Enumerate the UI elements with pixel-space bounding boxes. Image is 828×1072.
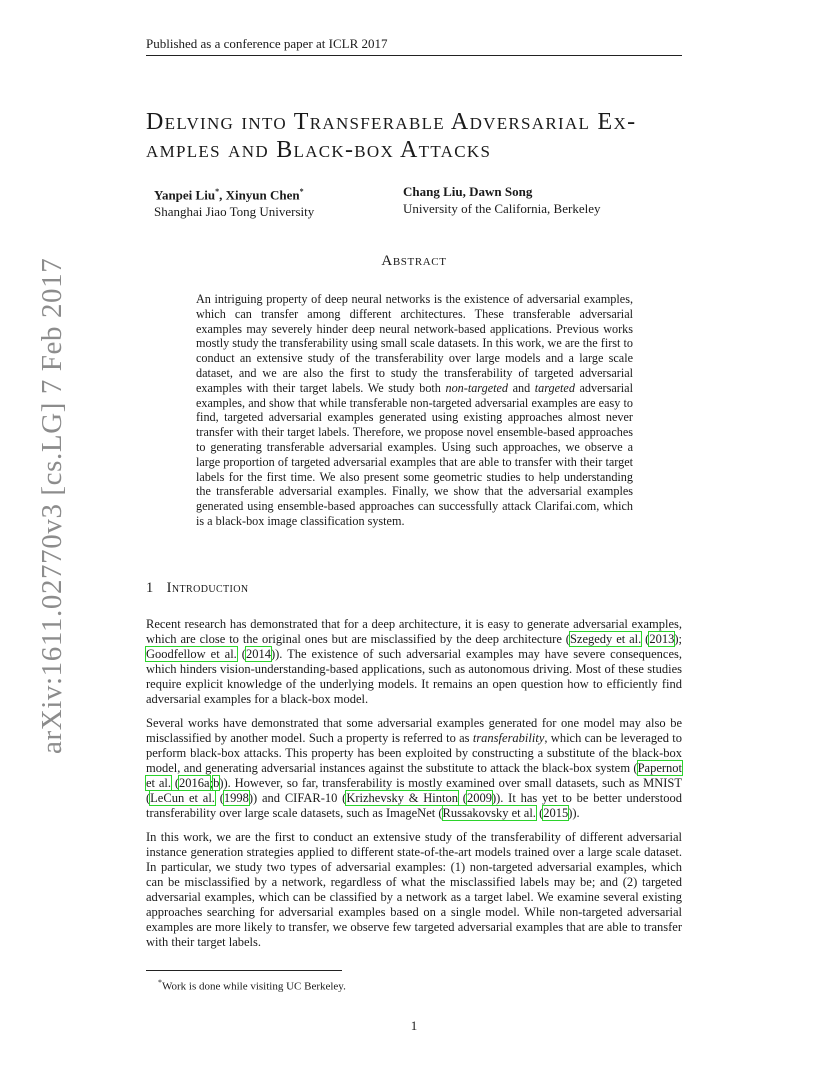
running-header: Published as a conference paper at ICLR 2017: [146, 36, 682, 56]
paragraph-1: Recent research has demonstrated that for a deep architecture, it is easy to generate adversarial examples, which are close to the original ones but are misclassified by the deep architecture (Szegedy et al. (2013); Goodfellow et al. (2014)). The existence of such adversarial examples may have severe consequences, which hinders vision-understanding-based applications, such as autonomous driving. Most of these studies require explicit knowledge of the underlying models. It remains an open question how to efficiently find adversarial examples for a black-box model.: [146, 617, 682, 706]
paragraph-3: In this work, we are the first to conduct an extensive study of the transferability of different adversarial instance generation strategies applied to different state-of-the-art models trained over a large scale dataset. In particular, we study two types of adversarial examples: (1) non-targeted adversarial examples, which can be misclassified by a network, regardless of what the misclassified labels may be; and (2) targeted adversarial examples, which can be classified by a network as a target label. We examine several existing approaches searching for adversarial examples based on a single model. While non-targeted adversarial examples are more likely to transfer, we observe few targeted adversarial examples that are able to transfer with their target labels.: [146, 830, 682, 949]
citation-link[interactable]: 2014: [245, 647, 271, 661]
citation-link[interactable]: 2013: [649, 632, 675, 646]
paragraph-2: Several works have demonstrated that some adversarial examples generated for one model may also be misclassified by another model. Such a property is referred to as transferability, which can be leveraged to perform black-box attacks. This property has been exploited by constructing a substitute of the black-box model, and generating adversarial instances against the substitute to attack the black-box system (Papernot et al. (2016a;b)). However, so far, transferability is mostly examined over small datasets, such as MNIST (LeCun et al. (1998)) and CIFAR-10 (Krizhevsky & Hinton (2009)). It has yet to be better understood transferability over large scale datasets, such as ImageNet (Russakovsky et al. (2015)).: [146, 716, 683, 820]
citation-link[interactable]: Russakovsky et al.: [442, 806, 536, 820]
footnote: *Work is done while visiting UC Berkeley.: [158, 978, 346, 993]
title-line-1: Delving into Transferable Adversarial Ex-: [146, 109, 637, 135]
author-names-right: Chang Liu, Dawn Song: [403, 184, 533, 199]
citation-link[interactable]: 1998: [223, 791, 249, 805]
section-number: 1: [146, 580, 154, 596]
abstract-heading: Abstract: [381, 253, 447, 269]
title-line-2: amples and Black-box Attacks: [146, 137, 492, 163]
section-heading-introduction: [146, 580, 249, 597]
paper-title: [146, 108, 706, 164]
citation-link[interactable]: Szegedy et al.: [569, 632, 642, 646]
arxiv-sidebar: [0, 0, 68, 1072]
author-block-left: [154, 183, 314, 220]
introduction-body: [146, 617, 682, 959]
page-number: 1: [410, 1018, 418, 1033]
abstract-text: An intriguing property of deep neural networks is the existence of adversarial examples, which can transfer among different architectures. These transferable adversarial examples may severely hinder deep neural network-based applications. Previous works mostly study the transferability using small scale datasets. In this work, we are the first to conduct an extensive study of the transferability over large models and a large scale dataset, and we are also the first to study the transferability of targeted adversarial examples with their target labels. We study both non-targeted and targeted adversarial examples, and show that while transferable non-targeted adversarial examples are easy to find, targeted adversarial examples generated using existing approaches almost never transfer with their target labels. Therefore, we propose novel ensemble-based approaches to generating transferable adversarial examples. Using such approaches, we observe a large proportion of targeted adversarial examples that are able to transfer with their target labels for the first time. We also present some geometric studies to help understanding the transferable adversarial examples. Finally, we show that the adversarial examples generated using ensemble-based approaches can successfully attack Clarifai.com, which is a black-box image classification system.: [196, 292, 633, 528]
section-title: Introduction: [166, 580, 249, 596]
citation-link[interactable]: LeCun et al.: [150, 791, 215, 805]
affiliation-left: Shanghai Jiao Tong University: [154, 204, 315, 220]
arxiv-identifier: arXiv:1611.02770v3 [cs.LG] 7 Feb 2017: [36, 257, 68, 754]
citation-link[interactable]: b: [213, 776, 220, 790]
footnote-rule: [146, 970, 342, 971]
citation-link[interactable]: Papernot et al.: [146, 761, 682, 790]
citation-link[interactable]: Krizhevsky & Hinton: [346, 791, 458, 805]
citation-link[interactable]: 2009: [466, 791, 492, 805]
citation-link[interactable]: 2015: [543, 806, 569, 820]
author-names-left: Yanpei Liu*, Xinyun Chen*: [154, 187, 304, 203]
citation-link[interactable]: Goodfellow et al.: [146, 647, 237, 661]
affiliation-right: University of the California, Berkeley: [403, 201, 601, 216]
citation-link[interactable]: 2016a: [179, 776, 210, 790]
author-block-right: [403, 183, 600, 217]
